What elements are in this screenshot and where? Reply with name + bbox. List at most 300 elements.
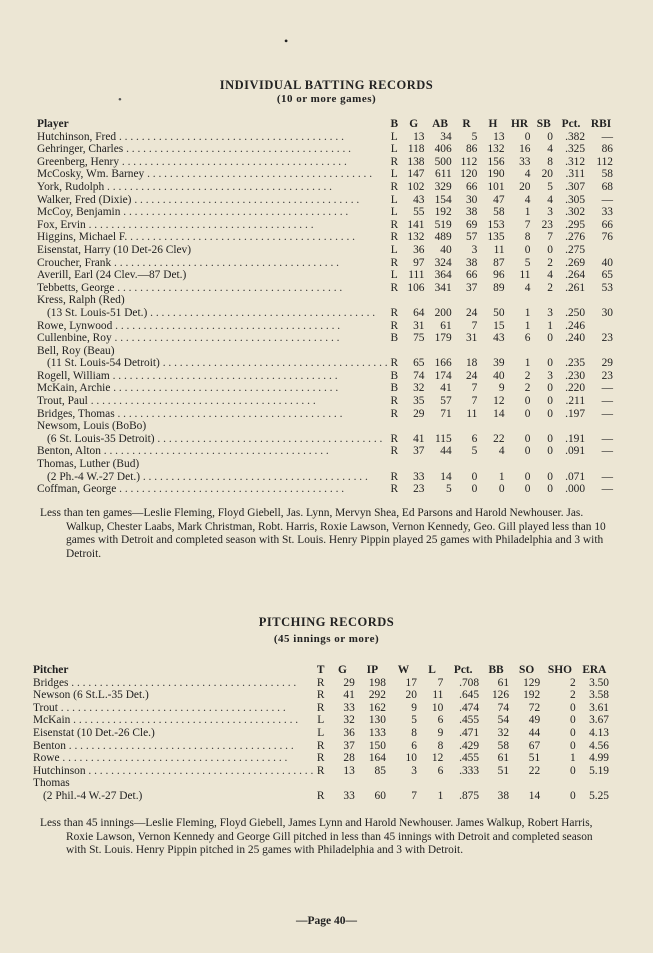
stat-r: 0	[471, 470, 478, 483]
stat-ip: 150	[368, 739, 386, 752]
batting-header-row	[37, 112, 615, 131]
stat-sb: 3	[547, 306, 553, 319]
stat-pct: .429	[459, 739, 480, 752]
dot-leader: . . . . . . . . . . . . . . . . . . . . . . . . . . . . . . . . . . . . . . . .	[65, 739, 294, 752]
player-name-cell	[37, 357, 388, 370]
stat-ip: 60	[374, 789, 386, 802]
dot-leader: . . . . . . . . . . . . . . . . . . . . . . . . . . . . . . . . . . . . . . . .	[70, 714, 299, 727]
batting-row	[37, 433, 615, 446]
stat-pct: .246	[565, 319, 586, 332]
stat-w: 6	[411, 739, 417, 752]
stat-bb: 54	[497, 714, 510, 727]
stat-ab: 115	[435, 432, 452, 445]
batting-note-text: Less than ten games—Leslie Fleming, Floyd Giebell, Jas. Lynn, Mervyn Shea, Ed Parsons and Harold Newhouser. Jas. Walkup, Chester Laabs, Mark Christman, Robt. Harris, Roxie Lawson, Vernon Kennedy, Geo. Gill played less than 10 games with Detroit and completed season with St. Louis. Henry Pippin played 25 games with Philadelphia and 3 with Detroit.	[40, 507, 606, 560]
batting-row	[37, 257, 615, 270]
player-name-cell	[37, 206, 388, 219]
stat-pct: .312	[565, 155, 586, 168]
stat-pct	[555, 345, 587, 358]
stat-b: R	[390, 432, 399, 445]
stat-sb: 0	[547, 243, 553, 256]
stat-pct	[555, 458, 587, 471]
stat-t: L	[317, 726, 325, 739]
stat-ab: 57	[440, 395, 452, 408]
batting-row	[37, 231, 615, 244]
col-header: T	[316, 664, 325, 676]
dot-leader: . . . . . . . . . . . . . . . . . . . . . . . . . . . . . . . . . . . . . . . .	[116, 483, 345, 496]
player-name: York, Rudolph	[37, 180, 105, 193]
dot-leader: . . . . . . . . . . . . . . . . . . . . . . . . . . . . . . . . . . . . . . . .	[85, 218, 314, 231]
stat-w: 5	[411, 714, 417, 727]
stat-g: 29	[413, 407, 425, 420]
stat-sb: 0	[547, 432, 553, 445]
stat-pct	[555, 420, 587, 433]
player-name: Rogell, William	[37, 369, 110, 382]
stat-l: 7	[437, 676, 444, 689]
player-name-cell	[33, 765, 313, 778]
stat-pct: .311	[565, 168, 586, 181]
stat-b: L	[390, 168, 398, 181]
col-header: H	[488, 118, 498, 130]
player-name: Coffman, George	[37, 483, 117, 496]
player-name-cell	[37, 483, 388, 496]
stat-rbi: 112	[596, 155, 613, 168]
stat-hr: 0	[524, 395, 531, 408]
batting-title: INDIVIDUAL BATTING RECORDS	[219, 78, 434, 92]
player-name: (11 St. Louis-54 Detroit)	[47, 357, 160, 370]
col-header: IP	[366, 664, 379, 676]
stat-g	[401, 294, 427, 307]
stat-sb: 0	[547, 130, 553, 143]
stat-b: L	[390, 243, 398, 256]
stat-g: 43	[413, 193, 425, 206]
player-name-cell	[33, 689, 313, 702]
stat-b: R	[390, 483, 399, 496]
stat-h: 39	[493, 357, 505, 370]
stat-sho: 2	[570, 676, 576, 689]
batting-row	[37, 332, 615, 345]
stat-pct: .264	[565, 269, 586, 282]
stat-b	[388, 294, 401, 307]
batting-row	[37, 269, 615, 282]
stat-b: R	[390, 357, 399, 370]
stat-h: 156	[487, 155, 505, 168]
stat-ab: 179	[434, 332, 452, 345]
pitching-row	[33, 727, 611, 740]
stat-ab: 329	[434, 180, 452, 193]
stat-b	[388, 420, 401, 433]
pitching-row	[33, 752, 611, 765]
stat-ip: 133	[368, 726, 386, 739]
stat-b: R	[390, 306, 399, 319]
page-number: —Page 40—	[295, 915, 357, 927]
stat-ip: 130	[368, 714, 386, 727]
stat-r	[454, 420, 480, 433]
stat-h: 43	[493, 332, 505, 345]
stat-rbi: 23	[601, 369, 613, 382]
stat-hr: 0	[524, 130, 531, 143]
stat-g: 41	[413, 432, 425, 445]
stat-hr: 1	[524, 306, 531, 319]
stat-r: 66	[465, 269, 478, 282]
stat-h: 47	[493, 193, 505, 206]
stat-sho	[542, 777, 578, 790]
pitching-row	[33, 702, 611, 715]
stat-sb: 3	[547, 369, 553, 382]
dot-leader: . . . . . . . . . . . . . . . . . . . . . . . . . . . . . . . . . . . . . . . .	[59, 752, 288, 765]
stat-b: R	[390, 180, 399, 193]
stat-h: 101	[487, 180, 505, 193]
player-name: Cullenbine, Roy	[37, 332, 112, 345]
stat-era: 3.61	[589, 701, 609, 714]
player-name: Hutchinson	[33, 764, 86, 777]
batting-row	[37, 282, 615, 295]
col-header: G	[337, 664, 347, 676]
stat-sb: 23	[541, 218, 553, 231]
batting-row	[37, 206, 615, 219]
stat-rbi	[587, 420, 615, 433]
stat-pct: .455	[459, 714, 480, 727]
player-name-cell	[33, 714, 313, 727]
stat-b: R	[390, 395, 399, 408]
stat-sho: 1	[570, 752, 576, 765]
stat-bb: 58	[497, 739, 510, 752]
stat-g	[401, 458, 427, 471]
dot-leader: . . . . . . . . . . . . . . . . . . . . . . . . . . . . . . . . . . . . . . . .	[154, 432, 383, 445]
col-header: B	[390, 118, 399, 130]
player-name: Bridges	[33, 676, 69, 689]
batting-subtitle: (10 or more games)	[276, 93, 377, 105]
stat-h: 135	[487, 231, 505, 244]
stat-g: 33	[343, 789, 355, 802]
stat-h: 153	[487, 218, 505, 231]
stat-rbi	[587, 458, 615, 471]
stat-r: 11	[466, 407, 478, 420]
stat-pct	[555, 294, 587, 307]
stat-b: B	[390, 369, 399, 382]
stat-w: 3	[411, 764, 417, 777]
stat-hr: 1	[524, 357, 531, 370]
player-name-cell	[33, 752, 313, 765]
stat-ab	[426, 345, 453, 358]
pitching-note	[40, 817, 614, 858]
stat-sb: 4	[547, 193, 553, 206]
stat-sb: 4	[547, 143, 553, 156]
stat-bb: 51	[497, 764, 510, 777]
stat-w: 7	[411, 789, 417, 802]
stat-pct: .295	[565, 218, 586, 231]
stat-g	[401, 345, 427, 358]
stat-h: 0	[498, 483, 505, 496]
stat-hr: 0	[524, 432, 531, 445]
player-name: Greenberg, Henry	[37, 155, 120, 168]
stat-g: 74	[413, 369, 425, 382]
stat-r	[454, 458, 480, 471]
stat-rbi	[587, 244, 615, 257]
stat-w: 8	[411, 726, 417, 739]
stat-sb: 2	[547, 281, 553, 294]
stat-t: R	[316, 789, 325, 802]
col-header: L	[428, 664, 436, 676]
stat-ab	[426, 294, 453, 307]
player-name-cell	[33, 702, 313, 715]
stat-pct: .708	[459, 676, 480, 689]
stat-rbi: —	[601, 407, 613, 420]
stat-ip: 85	[374, 764, 386, 777]
stat-era: 3.50	[589, 676, 609, 689]
batting-row	[37, 307, 615, 320]
dot-leader: . . . . . . . . . . . . . . . . . . . . . . . . . . . . . . . . . . . . . . . .	[104, 180, 333, 193]
batting-row	[37, 181, 615, 194]
stat-h: 15	[493, 319, 505, 332]
stat-sb: 7	[547, 231, 553, 244]
player-name-cell	[37, 156, 388, 169]
dot-leader: . . . . . . . . . . . . . . . . . . . . . . . . . . . . . . . . . . . . . . . .	[57, 701, 286, 714]
dot-leader: . . . . . . . . . . . . . . . . . . . . . . . . . . . . . . . . . . . . . . . .	[87, 395, 316, 408]
stat-ab: 166	[434, 357, 452, 370]
bullet-mark: •	[118, 94, 122, 106]
col-header: ERA	[582, 664, 607, 676]
stat-rbi: 86	[601, 143, 613, 156]
stat-pct: .474	[459, 701, 480, 714]
col-header: RBI	[590, 118, 612, 130]
stat-ab: 5	[445, 483, 452, 496]
player-name: Eisenstat (10 Det.-26 Cle.)	[33, 726, 155, 739]
player-name-cell	[37, 219, 388, 232]
stat-so: 192	[523, 689, 541, 702]
stat-w	[388, 777, 419, 790]
stat-so: 67	[528, 739, 541, 752]
stat-hr: 4	[524, 168, 531, 181]
player-name-cell	[33, 677, 313, 690]
stat-ab: 200	[434, 306, 452, 319]
stat-b: R	[390, 231, 399, 244]
stat-pct: .645	[459, 689, 480, 702]
batting-row	[37, 483, 615, 496]
stat-so: 49	[528, 714, 541, 727]
stat-sb: 3	[547, 206, 553, 219]
stat-hr: 7	[524, 218, 531, 231]
stat-t: R	[316, 676, 325, 689]
stat-g: 37	[413, 445, 425, 458]
stat-r: 0	[471, 483, 478, 496]
stat-sb: 2	[547, 256, 553, 269]
stat-r: 24	[465, 306, 478, 319]
player-name: Hutchinson, Fred	[37, 130, 117, 143]
stat-b: L	[390, 143, 398, 156]
stat-bb: 38	[497, 789, 510, 802]
stat-ab: 489	[434, 231, 452, 244]
stat-h: 190	[487, 168, 505, 181]
stat-pct	[445, 777, 481, 790]
dot-leader: . . . . . . . . . . . . . . . . . . . . . . . . . . . . . . . . . . . . . . . .	[140, 470, 368, 483]
stat-r: 120	[460, 168, 478, 181]
stat-l: 9	[437, 726, 444, 739]
player-name-cell	[37, 194, 388, 207]
pitching-header-row	[33, 660, 611, 677]
stat-pct: .261	[565, 281, 586, 294]
player-name: McKain	[33, 714, 71, 727]
stat-sb: 0	[547, 483, 553, 496]
batting-row	[37, 370, 615, 383]
stat-rbi	[587, 294, 615, 307]
stat-t: R	[316, 689, 325, 702]
pitching-subtitle: (45 innings or more)	[273, 633, 380, 645]
stat-sb	[533, 294, 555, 307]
stat-bb: 61	[497, 676, 510, 689]
stat-h: 12	[493, 395, 505, 408]
stat-rbi: —	[601, 130, 613, 143]
stat-l: 6	[437, 764, 444, 777]
dot-leader: . . . . . . . . . . . . . . . . . . . . . . . . . . . . . . . . . . . . . . . .	[109, 369, 338, 382]
stat-hr	[507, 420, 533, 433]
player-name-cell	[37, 294, 388, 307]
stat-era: 5.25	[589, 789, 609, 802]
player-name-cell	[37, 395, 388, 408]
stat-g: 141	[407, 218, 425, 231]
batting-row	[37, 320, 615, 333]
player-name-cell	[37, 131, 388, 144]
stat-b: B	[390, 382, 399, 395]
stat-h: 11	[493, 243, 505, 256]
stat-hr: 11	[519, 269, 531, 282]
stat-g: 31	[413, 319, 425, 332]
dot-leader: . . . . . . . . . . . . . . . . . . . . . . . . . . . . . . . . . . . . . . . .	[119, 155, 347, 168]
stat-l: 10	[431, 701, 444, 714]
stat-sb: 8	[547, 155, 553, 168]
batting-row	[37, 168, 615, 181]
stat-hr: 0	[524, 445, 531, 458]
stat-rbi: 40	[601, 256, 613, 269]
pitching-row	[33, 714, 611, 727]
stat-hr: 0	[524, 483, 531, 496]
player-name-cell	[37, 181, 388, 194]
stat-sb: 1	[547, 319, 553, 332]
stat-r: 24	[465, 369, 478, 382]
stat-hr: 1	[524, 319, 531, 332]
stat-l: 8	[437, 739, 444, 752]
stat-r: 112	[460, 155, 478, 168]
batting-row	[37, 445, 615, 458]
stat-ab: 174	[434, 369, 452, 382]
stat-sho: 0	[570, 789, 576, 802]
stat-era: 4.13	[589, 726, 609, 739]
stat-pct: .276	[565, 231, 586, 244]
stat-rbi: 30	[601, 306, 613, 319]
stat-g: 36	[413, 243, 425, 256]
player-name: Benton, Alton	[37, 445, 101, 458]
player-name-cell	[33, 727, 313, 740]
stat-sb: 0	[547, 357, 553, 370]
batting-row	[37, 143, 615, 156]
player-name-cell	[37, 420, 388, 433]
player-name: Kress, Ralph (Red)	[37, 294, 125, 307]
stat-h: 40	[493, 369, 505, 382]
stat-pct: .471	[459, 726, 480, 739]
dot-leader: . . . . . . . . . . . . . . . . . . . . . . . . . . . . . . . . . . . . . . . .	[114, 281, 343, 294]
stat-h: 58	[493, 206, 505, 219]
stat-g: 32	[343, 714, 355, 727]
stat-b: R	[390, 407, 399, 420]
col-header: Pct.	[561, 118, 581, 130]
stat-h: 89	[493, 281, 505, 294]
player-name-cell	[37, 168, 388, 181]
player-name: Benton	[33, 739, 66, 752]
player-name-cell	[37, 143, 388, 156]
stat-hr: 5	[524, 256, 531, 269]
stat-ab: 341	[434, 281, 452, 294]
player-name: Croucher, Frank	[37, 256, 112, 269]
stat-r	[454, 294, 480, 307]
stat-hr: 1	[524, 206, 531, 219]
stat-r: 38	[465, 256, 478, 269]
stat-h: 9	[498, 382, 505, 395]
player-name: (2 Ph.-4 W.-27 Det.)	[47, 470, 141, 483]
dot-leader: . . . . . . . . . . . . . . . . . . . . . . . . . . . . . . . . . . . . . . . .	[114, 407, 343, 420]
stat-b: R	[390, 281, 399, 294]
stat-b: R	[390, 319, 399, 332]
pitching-row	[33, 790, 611, 803]
stat-rbi: —	[601, 395, 613, 408]
stat-sb: 0	[547, 445, 553, 458]
stat-sb	[533, 345, 555, 358]
stat-sho: 0	[570, 701, 576, 714]
stat-r: 31	[465, 332, 478, 345]
stat-h: 132	[487, 143, 505, 156]
stat-hr: 4	[524, 193, 531, 206]
bullet-mark: •	[284, 34, 289, 48]
player-name: Rowe	[33, 752, 60, 765]
stat-b: R	[390, 470, 399, 483]
player-name-cell	[37, 257, 388, 270]
pitching-row	[33, 777, 611, 790]
stat-bb: 32	[497, 726, 510, 739]
stat-b: R	[390, 256, 399, 269]
stat-rbi: 29	[601, 357, 613, 370]
stat-pct: .071	[565, 470, 586, 483]
stat-hr: 33	[519, 155, 531, 168]
stat-g: 41	[343, 689, 355, 702]
player-name: Thomas	[33, 777, 70, 790]
dot-leader: . . . . . . . . . . . . . . . . . . . . . . . . . . . . . . . . . . . . . . . .	[123, 143, 352, 156]
stat-l: 11	[432, 689, 444, 702]
dot-leader: . . . . . . . . . . . . . . . . . . . . . . . . . . . . . . . . . . . . . . . .	[131, 193, 360, 206]
stat-sb: 0	[547, 470, 553, 483]
stat-rbi: —	[601, 193, 613, 206]
stat-sb: 4	[547, 269, 553, 282]
stat-sb: 5	[547, 180, 553, 193]
stat-bb: 74	[497, 701, 510, 714]
stat-sho: 0	[570, 714, 576, 727]
stat-g: 64	[413, 306, 425, 319]
stat-rbi: 58	[601, 168, 613, 181]
stat-sho: 0	[570, 764, 576, 777]
player-name: Trout, Paul	[37, 395, 88, 408]
col-header: W	[397, 664, 410, 676]
player-name: Trout	[33, 701, 58, 714]
stat-ip: 292	[368, 689, 386, 702]
pitching-row	[33, 689, 611, 702]
stat-b: B	[390, 332, 399, 345]
player-name: Higgins, Michael F.	[37, 231, 128, 244]
stat-g: 35	[413, 395, 425, 408]
player-name: Newsom, Louis (BoBo)	[37, 420, 147, 433]
player-name-cell	[37, 282, 388, 295]
stat-sb: 0	[547, 382, 553, 395]
player-name: Averill, Earl (24 Clev.—87 Det.)	[37, 269, 187, 282]
player-name: (13 St. Louis-51 Det.)	[47, 306, 148, 319]
stat-pct: .197	[565, 407, 586, 420]
pitching-title: PITCHING RECORDS	[258, 615, 395, 629]
